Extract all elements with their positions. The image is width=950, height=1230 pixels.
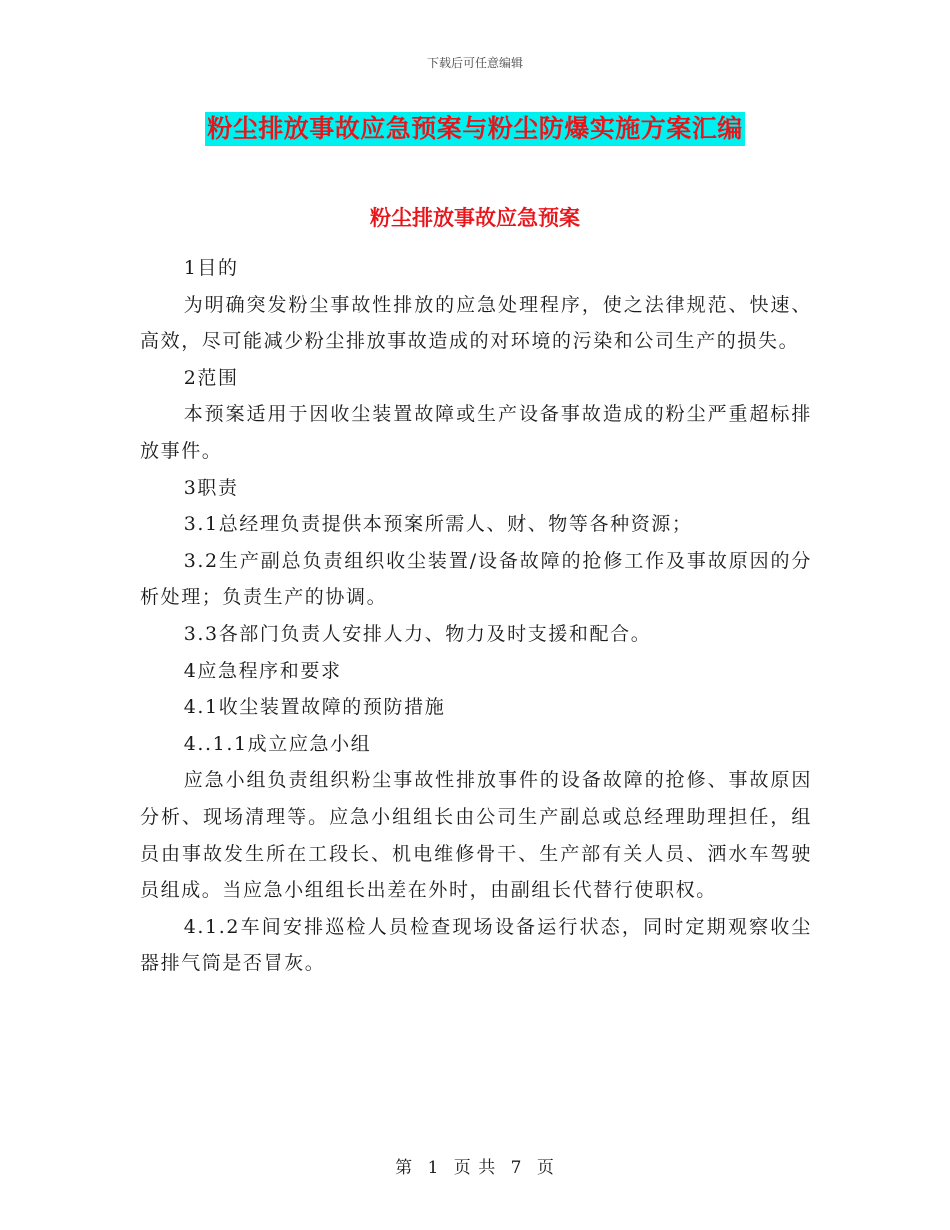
body-text (140, 250, 812, 982)
header-note: 下载后可任意编辑 (426, 56, 523, 70)
page-footer (0, 1153, 950, 1178)
paragraph: 3.2生产副总负责组织收尘装置/设备故障的抢修工作及事故原因的分析处理；负责生产的协调。 (140, 549, 812, 609)
paragraph: 4应急程序和要求 (183, 659, 342, 682)
footer-page-number: 1 (427, 1158, 440, 1178)
paragraph: 应急小组负责组织粉尘事故性排放事件的设备故障的抢修、事故原因分析、现场清理等。应急小组组长由公司生产副总或总经理助理担任，组员由事故发生所在工段长、机电维修骨干、生产部有关人员、洒水车驾驶员组成。当应急小组组长出差在外时，由副组长代替行使职权。 (140, 769, 812, 902)
paragraph: 4.1收尘装置故障的预防措施 (183, 696, 446, 719)
footer-prefix: 第 (395, 1158, 414, 1178)
paragraph: 为明确突发粉尘事故性排放的应急处理程序，使之法律规范、快速、高效，尽可能减少粉尘排放事故造成的对环境的污染和公司生产的损失。 (140, 293, 812, 353)
paragraph: 2范围 (183, 366, 239, 389)
paragraph: 1目的 (183, 257, 239, 279)
section-title: 粉尘排放事故应急预案 (370, 205, 580, 230)
footer-middle: 页 共 (453, 1158, 497, 1178)
paragraph: 3职责 (183, 476, 239, 499)
paragraph: 本预案适用于因收尘装置故障或生产设备事故造成的粉尘严重超标排放事件。 (140, 403, 812, 462)
paragraph: 4..1.1成立应急小组 (183, 732, 372, 755)
paragraph: 3.1总经理负责提供本预案所需人、财、物等各种资源； (183, 513, 693, 536)
document-title-text: 粉尘排放事故应急预案与粉尘防爆实施方案汇编 (205, 112, 745, 146)
footer-suffix: 页 (536, 1158, 555, 1178)
paragraph: 3.3各部门负责人安排人力、物力及时支援和配合。 (183, 622, 652, 645)
document-title (0, 112, 950, 146)
paragraph: 4.1.2车间安排巡检人员检查现场设备运行状态，同时定期观察收尘器排气筒是否冒灰。 (140, 915, 812, 975)
footer-total-pages: 7 (510, 1158, 523, 1178)
